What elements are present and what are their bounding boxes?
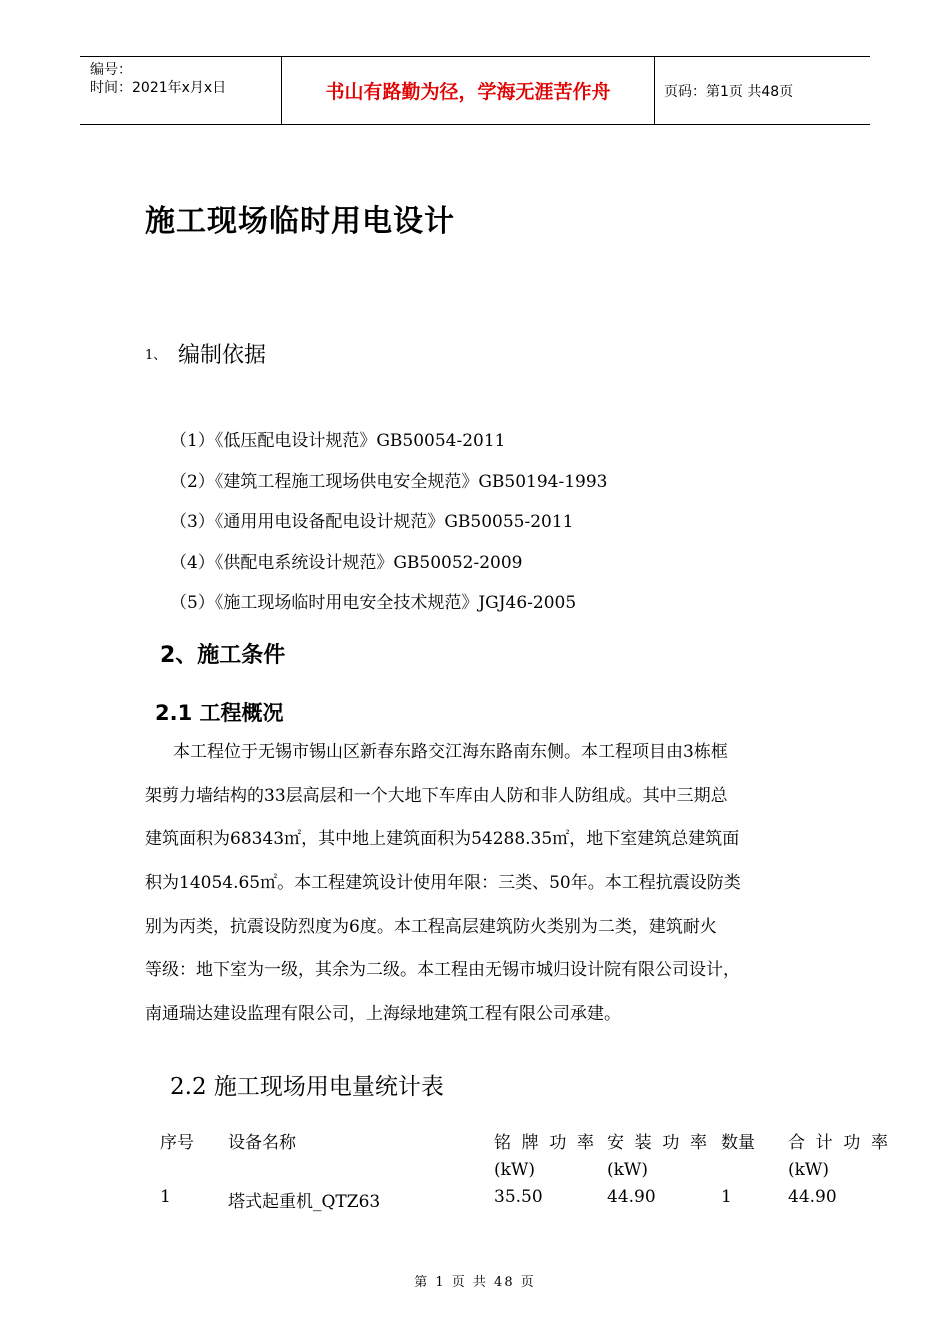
reference-item: （5）《施工现场临时用电安全技术规范》JGJ46-2005	[170, 593, 577, 613]
paragraph-line: 积为14054.65㎡。本工程建筑设计使用年限：三类、50年。本工程抗震设防类	[145, 873, 741, 894]
page-header	[80, 56, 870, 125]
reference-item: （2）《建筑工程施工现场供电安全规范》GB50194-1993	[170, 472, 608, 492]
section-2-1-heading: 2.1 工程概况	[155, 701, 284, 725]
paragraph-line: 别为丙类，抗震设防烈度为6度。本工程高层建筑防火类别为二类，建筑耐火	[145, 916, 717, 937]
table-cell-total: 44.90	[788, 1187, 837, 1207]
section-1-title: 编制依据	[178, 343, 267, 368]
section-2-heading: 2、施工条件	[160, 643, 286, 668]
reference-item: （3）《通用用电设备配电设计规范》GB50055-2011	[170, 512, 574, 532]
paragraph-line: 建筑面积为68343㎡，其中地上建筑面积为54288.35㎡，地下室建筑总建筑面	[145, 829, 740, 850]
document-title: 施工现场临时用电设计	[145, 204, 455, 239]
table-cell-rated: 35.50	[494, 1187, 543, 1207]
table-header-installed	[607, 1130, 707, 1184]
table-cell-qty: 1	[721, 1187, 732, 1207]
table-header-seq: 序号	[160, 1133, 194, 1153]
reference-item: （1）《低压配电设计规范》GB50054-2011	[170, 431, 506, 451]
serial-label: 编号：	[90, 62, 132, 78]
table-cell-installed: 44.90	[607, 1187, 656, 1207]
section-1-number: 1、	[145, 348, 167, 363]
installed-label: 安装功率	[607, 1133, 707, 1153]
page-footer: 第 1 页 共 48 页	[414, 1275, 536, 1290]
table-cell-seq: 1	[160, 1187, 171, 1207]
paragraph-line: 等级：地下室为一级，其余为二级。本工程由无锡市城归设计院有限公司设计，	[145, 960, 740, 981]
header-motto: 书山有路勤为径，学海无涯苦作舟	[281, 57, 655, 124]
installed-unit: (kW)	[607, 1160, 649, 1180]
table-header-qty: 数量	[721, 1133, 755, 1153]
paragraph-line: 南通瑞达建设监理有限公司，上海绿地建筑工程有限公司承建。	[145, 1004, 621, 1025]
section-1-heading	[145, 338, 266, 369]
overview-paragraph	[145, 731, 835, 1037]
header-meta	[80, 57, 281, 124]
table-header-name: 设备名称	[228, 1133, 296, 1153]
table-header-rated	[494, 1130, 594, 1184]
reference-item: （4）《供配电系统设计规范》GB50052-2009	[170, 553, 523, 573]
rated-unit: (kW)	[494, 1160, 536, 1180]
rated-label: 铭牌功率	[494, 1133, 594, 1153]
table-header-total	[788, 1130, 888, 1184]
header-page-number: 页码：第1页 共48页	[664, 83, 794, 100]
total-label: 合计功率	[788, 1133, 888, 1153]
section-2-2-heading: 2.2 施工现场用电量统计表	[170, 1074, 444, 1100]
date-label: 时间：2021年x月x日	[90, 80, 227, 96]
paragraph-line: 架剪力墙结构的33层高层和一个大地下车库由人防和非人防组成。其中三期总	[145, 785, 728, 806]
table-cell-name: 塔式起重机_QTZ63	[228, 1192, 381, 1212]
paragraph-line: 本工程位于无锡市锡山区新春东路交江海东路南东侧。本工程项目由3栋框	[173, 742, 728, 762]
total-unit: (kW)	[788, 1160, 830, 1180]
